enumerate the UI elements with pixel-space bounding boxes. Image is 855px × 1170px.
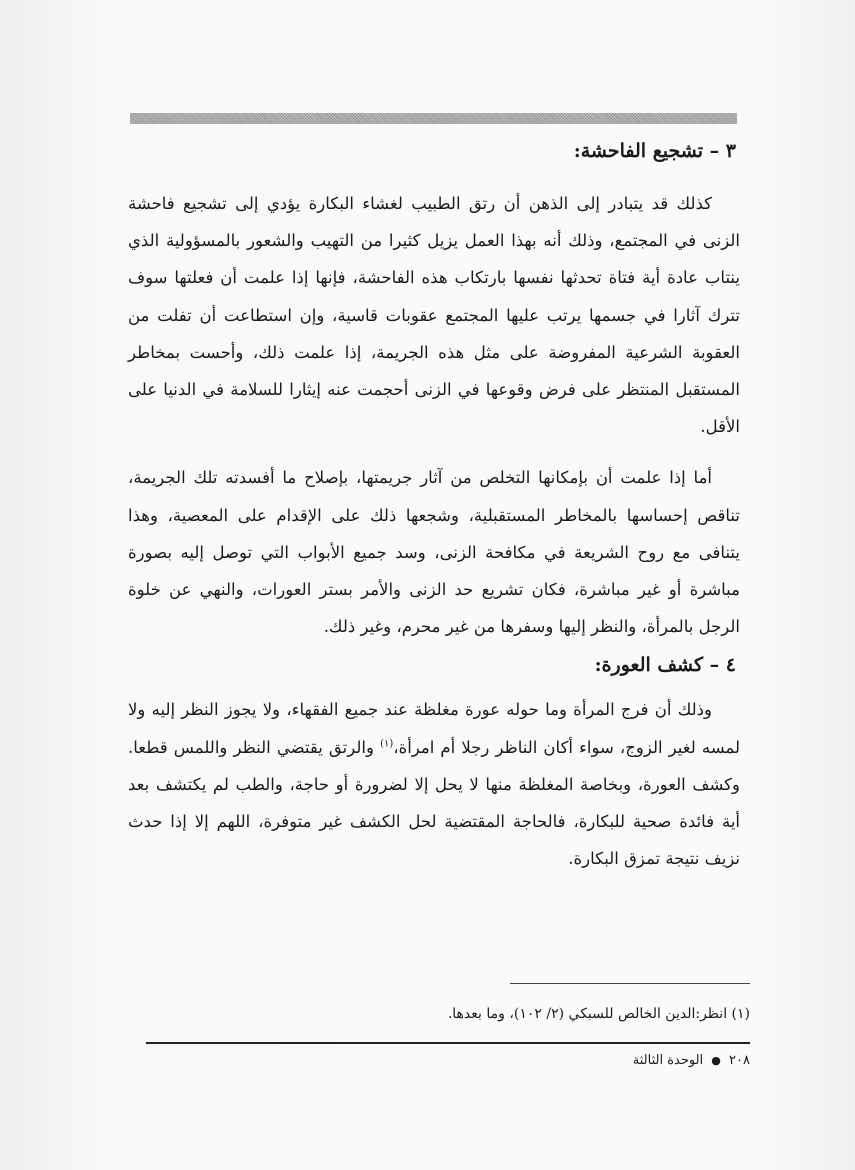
section-heading-exposing-awrah: ٤ – كشف العورة: xyxy=(594,654,736,677)
footnote-separator xyxy=(510,983,750,984)
paragraph: كذلك قد يتبادر إلى الذهن أن رتق الطبيب لغشاء البكارة يؤدي إلى تشجيع فاحشة الزنى في المجتمع، وذلك أنه بهذا العمل يزيل كثيرا من التهيب والشعور بالمسؤولية الذي ينتاب عادة أية فتاة تحدثها نفسها بارتكاب هذه الفاحشة، فإنها إذا علمت أن فعلتها سوف تترك آثارا في جسمها يرتب عليها المجتمع عقوبات قاسية، وإن استطاعت أن تفلت من العقوبة الشرعية المفروضة على مثل هذه الجريمة، إذا علمت ذلك، وأحست بمخاطر المستقبل المنتظر على فرض وقوعها في الزنى أحجمت عنه إيثارا للسلامة في الدنيا على الأقل. xyxy=(128,194,740,437)
unit-label: الوحدة الثالثة xyxy=(632,1053,704,1068)
section-heading-encouraging-indecency: ٣ – تشجيع الفاحشة: xyxy=(573,140,736,162)
page-number: ٢٠٨ xyxy=(729,1053,750,1068)
footnote: (١) انظر:الدين الخالص للسبكي (٢/ ١٠٢)، وما بعدها. xyxy=(447,1006,750,1022)
page-footer xyxy=(128,1050,750,1072)
footer-rule xyxy=(146,1042,750,1044)
paragraph xyxy=(128,691,740,877)
header-decorative-bar xyxy=(130,113,737,124)
main-content xyxy=(128,133,740,877)
footnote-reference[interactable]: (١) xyxy=(380,738,394,750)
bullet-icon: ● xyxy=(711,1054,721,1067)
paragraph-text: وذلك أن فرج المرأة وما حوله عورة مغلظة عند جميع الفقهاء، ولا يجوز النظر إليه ولا لمسه لغير الزوج، سواء أكان الناظر رجلا أم امرأة، xyxy=(128,700,740,757)
paragraph: أما إذا علمت أن بإمكانها التخلص من آثار جريمتها، بإصلاح ما أفسدته تلك الجريمة، تناقص إحساسها بالمخاطر المستقبلية، وشجعها ذلك على الإقدام على المعصية، وهذا يتنافى مع روح الشريعة في مكافحة الزنى، وسد جميع الأبواب التي توصل إليه بصورة مباشرة أو غير مباشرة، فكان تشريع حد الزنى والأمر بستر العورات، والنهي عن خلوة الرجل بالمرأة، والنظر إليها وسفرها من غير محرم، وغير ذلك. xyxy=(128,468,740,637)
paragraph-gap xyxy=(128,445,740,459)
paragraph-text: والرتق يقتضي النظر واللمس قطعا. وكشف العورة، وبخاصة المغلظة منها لا يحل إلا لضرورة أو حاجة، والطب لم يكتشف بعد أية فائدة صحية للبكارة، فالحاجة المقتضية لحل الكشف غير متوفرة، اللهم إلا إذا حدث نزيف نتيجة تمزق البكارة. xyxy=(128,737,740,869)
